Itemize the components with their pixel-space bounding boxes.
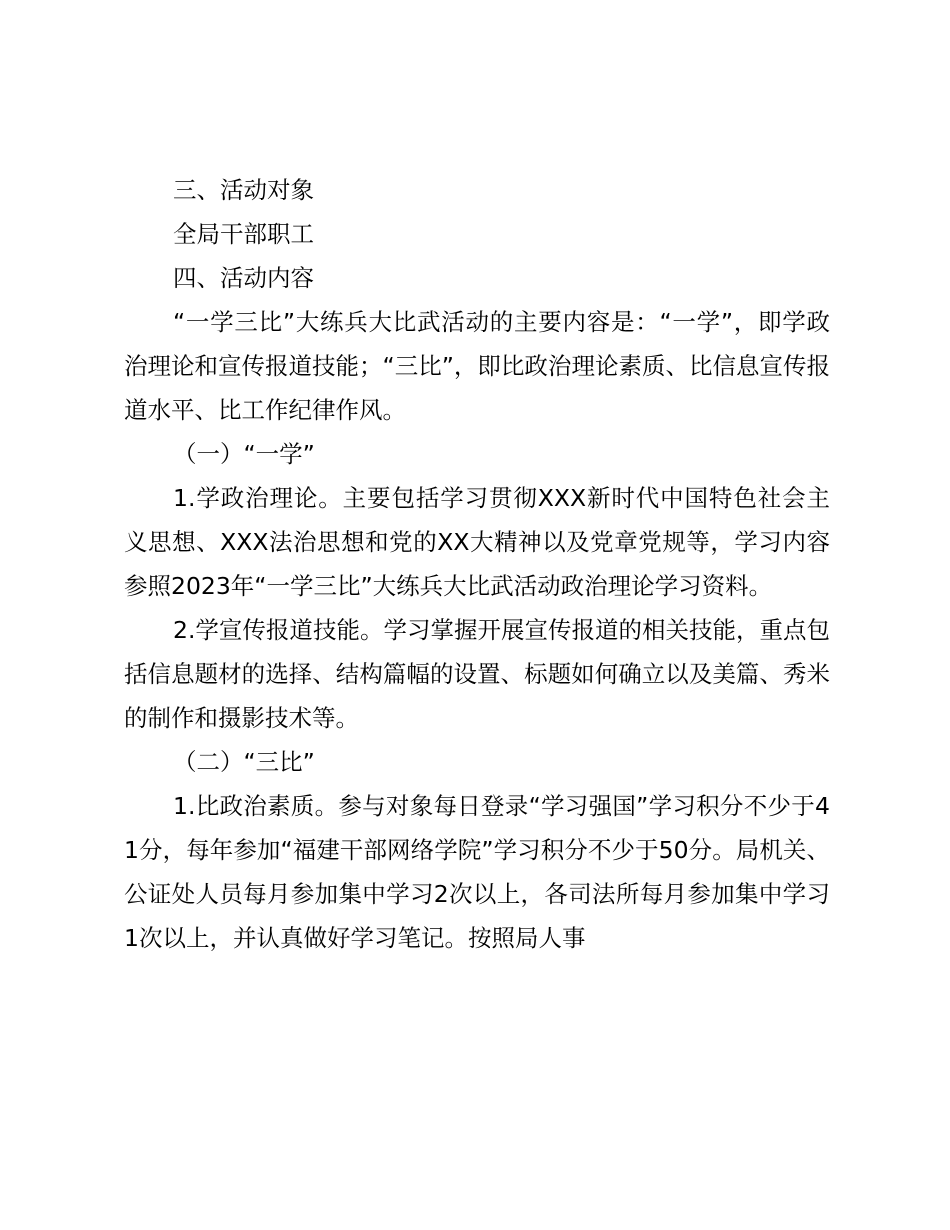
section-heading-activity-target: 三、活动对象 [173, 176, 314, 204]
paragraph-study-political-theory: 1.学政治理论。主要包括学习贯彻XXX新时代中国特色社会主义思想、XXX法治思想和党的XX大精神以及党章党规等，学习内容参照2023年“一学三比”大练兵大比武活动政治理论学习资料。 [124, 484, 830, 600]
subsection-heading-yixue: （一）“一学” [173, 440, 315, 468]
paragraph-activity-content-intro: “一学三比”大练兵大比武活动的主要内容是：“一学”，即学政治理论和宣传报道技能；“三比”，即比政治理论素质、比信息宣传报道水平、比工作纪律作风。 [124, 308, 830, 424]
paragraph-study-publicity-skills: 2.学宣传报道技能。学习掌握开展宣传报道的相关技能，重点包括信息题材的选择、结构篇幅的设置、标题如何确立以及美篇、秀米的制作和摄影技术等。 [124, 616, 830, 732]
paragraph-activity-target: 全局干部职工 [173, 220, 314, 248]
paragraph-compare-political-quality: 1.比政治素质。参与对象每日登录“学习强国”学习积分不少于41分，每年参加“福建干部网络学院”学习积分不少于50分。局机关、公证处人员每月参加集中学习2次以上，各司法所每月参加集中学习1次以上，并认真做好学习笔记。按照局人事 [124, 792, 830, 952]
document-body [124, 168, 830, 960]
section-heading-activity-content: 四、活动内容 [173, 264, 314, 292]
subsection-heading-sanbi: （二）“三比” [173, 748, 315, 776]
